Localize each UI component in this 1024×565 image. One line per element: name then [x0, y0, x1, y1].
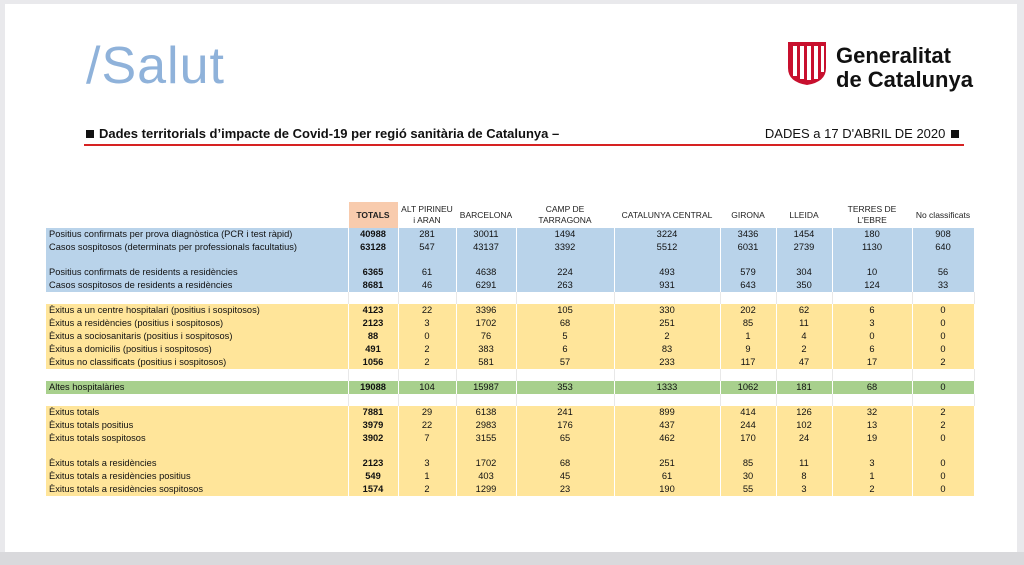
region-value-cell: 30 — [720, 470, 776, 483]
table-row — [46, 356, 974, 369]
spacer-cell — [456, 445, 516, 457]
region-value-cell: 263 — [516, 279, 614, 292]
region-value-cell: 5512 — [614, 241, 720, 254]
spacer-cell — [832, 369, 912, 381]
region-value-cell: 0 — [912, 343, 974, 356]
total-cell: 8681 — [348, 279, 398, 292]
region-value-cell: 68 — [832, 381, 912, 394]
generalitat-logo-icon — [785, 38, 829, 86]
table-row — [46, 419, 974, 432]
data-date: DADES a 17 D'ABRIL DE 2020 — [765, 126, 964, 141]
region-value-cell: 1062 — [720, 381, 776, 394]
region-value-cell: 61 — [614, 470, 720, 483]
spacer-cell — [348, 292, 398, 304]
region-value-cell: 547 — [398, 241, 456, 254]
region-value-cell: 117 — [720, 356, 776, 369]
region-value-cell: 15987 — [456, 381, 516, 394]
total-cell: 2123 — [348, 457, 398, 470]
region-value-cell: 353 — [516, 381, 614, 394]
region-value-cell: 251 — [614, 457, 720, 470]
region-value-cell: 45 — [516, 470, 614, 483]
spacer-cell — [456, 369, 516, 381]
spacer-cell — [912, 254, 974, 266]
region-value-cell: 1702 — [456, 457, 516, 470]
row-label: Positius confirmats de residents a residències — [46, 266, 348, 279]
region-value-cell: 7 — [398, 432, 456, 445]
spacer-cell — [456, 254, 516, 266]
region-value-cell: 3 — [832, 317, 912, 330]
region-value-cell: 62 — [776, 304, 832, 317]
spacer-cell — [776, 369, 832, 381]
row-label: Èxitus a residències (positius i sospitosos) — [46, 317, 348, 330]
table-row — [46, 483, 974, 496]
table-row — [46, 381, 974, 394]
region-value-cell: 29 — [398, 406, 456, 419]
region-value-cell: 241 — [516, 406, 614, 419]
total-cell: 7881 — [348, 406, 398, 419]
region-value-cell: 281 — [398, 228, 456, 241]
spacer-cell — [614, 254, 720, 266]
table-row — [46, 330, 974, 343]
total-cell: 88 — [348, 330, 398, 343]
region-value-cell: 9 — [720, 343, 776, 356]
region-value-cell: 176 — [516, 419, 614, 432]
region-value-cell: 5 — [516, 330, 614, 343]
region-value-cell: 0 — [912, 304, 974, 317]
region-value-cell: 55 — [720, 483, 776, 496]
spacer-cell — [912, 445, 974, 457]
spacer-cell — [46, 292, 348, 304]
spacer-cell — [398, 445, 456, 457]
region-value-cell: 244 — [720, 419, 776, 432]
region-value-cell: 1454 — [776, 228, 832, 241]
spacer-cell — [516, 394, 614, 406]
spacer-cell — [348, 445, 398, 457]
region-value-cell: 85 — [720, 317, 776, 330]
region-value-cell: 180 — [832, 228, 912, 241]
row-label: Èxitus totals a residències positius — [46, 470, 348, 483]
spacer-cell — [398, 254, 456, 266]
row-label: Èxitus totals sospitosos — [46, 432, 348, 445]
region-value-cell: 2 — [912, 356, 974, 369]
region-value-cell: 68 — [516, 457, 614, 470]
spacer-cell — [614, 369, 720, 381]
region-value-cell: 908 — [912, 228, 974, 241]
spacer-cell — [456, 292, 516, 304]
region-value-cell: 124 — [832, 279, 912, 292]
region-value-cell: 640 — [912, 241, 974, 254]
region-value-cell: 43137 — [456, 241, 516, 254]
region-value-cell: 4 — [776, 330, 832, 343]
region-value-cell: 3 — [832, 457, 912, 470]
spacer-cell — [398, 369, 456, 381]
table-row — [46, 406, 974, 419]
column-header: ALT PIRINEU i ARAN — [398, 202, 456, 228]
region-value-cell: 23 — [516, 483, 614, 496]
spacer-cell — [720, 254, 776, 266]
spacer-cell — [348, 369, 398, 381]
table-row — [46, 317, 974, 330]
spacer-cell — [720, 445, 776, 457]
spacer-cell — [832, 254, 912, 266]
region-value-cell: 68 — [516, 317, 614, 330]
spacer-cell — [348, 394, 398, 406]
spacer-cell — [832, 292, 912, 304]
region-value-cell: 61 — [398, 266, 456, 279]
table-row — [46, 304, 974, 317]
region-value-cell: 0 — [912, 457, 974, 470]
region-value-cell: 3436 — [720, 228, 776, 241]
row-label: Altes hospitalàries — [46, 381, 348, 394]
spacer-cell — [614, 445, 720, 457]
region-value-cell: 233 — [614, 356, 720, 369]
row-label: Èxitus no classificats (positius i sospitosos) — [46, 356, 348, 369]
region-value-cell: 437 — [614, 419, 720, 432]
region-value-cell: 10 — [832, 266, 912, 279]
column-header: TOTALS — [348, 202, 398, 228]
total-cell: 491 — [348, 343, 398, 356]
row-label: Èxitus a un centre hospitalari (positius i sospitosos) — [46, 304, 348, 317]
spacer-cell — [348, 254, 398, 266]
bullet-square-icon — [951, 130, 959, 138]
document-title: Dades territorials d’impacte de Covid-19 per regió sanitària de Catalunya – — [84, 126, 559, 141]
region-value-cell: 76 — [456, 330, 516, 343]
region-value-cell: 104 — [398, 381, 456, 394]
spacer-cell — [516, 292, 614, 304]
region-value-cell: 304 — [776, 266, 832, 279]
spacer-cell — [398, 292, 456, 304]
region-value-cell: 22 — [398, 304, 456, 317]
row-label: Èxitus totals a residències sospitosos — [46, 483, 348, 496]
region-value-cell: 1130 — [832, 241, 912, 254]
spacer-row — [46, 254, 974, 266]
region-value-cell: 931 — [614, 279, 720, 292]
region-value-cell: 57 — [516, 356, 614, 369]
region-value-cell: 32 — [832, 406, 912, 419]
total-cell: 1574 — [348, 483, 398, 496]
region-value-cell: 2 — [912, 419, 974, 432]
spacer-cell — [516, 254, 614, 266]
region-value-cell: 17 — [832, 356, 912, 369]
row-label: Casos sospitosos de residents a residències — [46, 279, 348, 292]
spacer-row — [46, 369, 974, 381]
column-header: BARCELONA — [456, 202, 516, 228]
region-value-cell: 13 — [832, 419, 912, 432]
table-row — [46, 266, 974, 279]
spacer-cell — [46, 369, 348, 381]
total-cell: 6365 — [348, 266, 398, 279]
region-value-cell: 224 — [516, 266, 614, 279]
spacer-cell — [720, 369, 776, 381]
column-header: CAMP DE TARRAGONA — [516, 202, 614, 228]
region-value-cell: 0 — [912, 483, 974, 496]
region-value-cell: 1702 — [456, 317, 516, 330]
table-row — [46, 457, 974, 470]
region-value-cell: 30011 — [456, 228, 516, 241]
region-value-cell: 414 — [720, 406, 776, 419]
header-corner — [46, 202, 348, 228]
region-value-cell: 0 — [912, 432, 974, 445]
table-header-row — [46, 202, 974, 228]
title-row — [84, 123, 964, 145]
region-value-cell: 330 — [614, 304, 720, 317]
spacer-row — [46, 394, 974, 406]
region-value-cell: 56 — [912, 266, 974, 279]
spacer-cell — [516, 445, 614, 457]
row-label: Casos sospitosos (determinats per professionals facultatius) — [46, 241, 348, 254]
region-value-cell: 2739 — [776, 241, 832, 254]
spacer-cell — [614, 394, 720, 406]
spacer-cell — [46, 394, 348, 406]
spacer-cell — [776, 445, 832, 457]
region-value-cell: 1 — [398, 470, 456, 483]
region-value-cell: 24 — [776, 432, 832, 445]
data-table — [46, 202, 975, 496]
region-value-cell: 1494 — [516, 228, 614, 241]
region-value-cell: 4638 — [456, 266, 516, 279]
table-row — [46, 343, 974, 356]
region-value-cell: 170 — [720, 432, 776, 445]
spacer-cell — [46, 254, 348, 266]
total-cell: 1056 — [348, 356, 398, 369]
region-value-cell: 11 — [776, 457, 832, 470]
region-value-cell: 202 — [720, 304, 776, 317]
column-header: TERRES DE L'EBRE — [832, 202, 912, 228]
table-row — [46, 228, 974, 241]
bullet-square-icon — [86, 130, 94, 138]
logo-line-2: de Catalunya — [836, 67, 973, 92]
region-value-cell: 6 — [832, 343, 912, 356]
region-value-cell: 3 — [398, 317, 456, 330]
column-header: CATALUNYA CENTRAL — [614, 202, 720, 228]
spacer-cell — [456, 394, 516, 406]
row-label: Èxitus totals positius — [46, 419, 348, 432]
region-value-cell: 493 — [614, 266, 720, 279]
region-value-cell: 6138 — [456, 406, 516, 419]
spacer-cell — [912, 369, 974, 381]
region-value-cell: 1 — [832, 470, 912, 483]
total-cell: 4123 — [348, 304, 398, 317]
row-label: Èxitus a domicilis (positius i sospitosos) — [46, 343, 348, 356]
spacer-row — [46, 292, 974, 304]
region-value-cell: 383 — [456, 343, 516, 356]
table-row — [46, 432, 974, 445]
table-row — [46, 470, 974, 483]
row-label: Èxitus a sociosanitaris (positius i sospitosos) — [46, 330, 348, 343]
row-label: Èxitus totals a residències — [46, 457, 348, 470]
column-header: GIRONA — [720, 202, 776, 228]
region-value-cell: 102 — [776, 419, 832, 432]
spacer-cell — [720, 394, 776, 406]
region-value-cell: 2 — [912, 406, 974, 419]
region-value-cell: 3224 — [614, 228, 720, 241]
total-cell: 19088 — [348, 381, 398, 394]
region-value-cell: 643 — [720, 279, 776, 292]
region-value-cell: 462 — [614, 432, 720, 445]
spacer-cell — [912, 292, 974, 304]
table-row — [46, 279, 974, 292]
region-value-cell: 3 — [398, 457, 456, 470]
region-value-cell: 0 — [912, 330, 974, 343]
region-value-cell: 3392 — [516, 241, 614, 254]
region-value-cell: 403 — [456, 470, 516, 483]
region-value-cell: 0 — [912, 317, 974, 330]
region-value-cell: 6 — [832, 304, 912, 317]
title-underline — [84, 144, 964, 146]
region-value-cell: 190 — [614, 483, 720, 496]
region-value-cell: 105 — [516, 304, 614, 317]
region-value-cell: 6 — [516, 343, 614, 356]
spacer-cell — [46, 445, 348, 457]
region-value-cell: 6031 — [720, 241, 776, 254]
region-value-cell: 2 — [398, 356, 456, 369]
row-label: Positius confirmats per prova diagnòstica (PCR i test ràpid) — [46, 228, 348, 241]
spacer-cell — [832, 394, 912, 406]
total-cell: 40988 — [348, 228, 398, 241]
region-value-cell: 65 — [516, 432, 614, 445]
region-value-cell: 126 — [776, 406, 832, 419]
region-value-cell: 1333 — [614, 381, 720, 394]
region-value-cell: 8 — [776, 470, 832, 483]
spacer-cell — [398, 394, 456, 406]
region-value-cell: 3155 — [456, 432, 516, 445]
column-header: LLEIDA — [776, 202, 832, 228]
region-value-cell: 2 — [398, 343, 456, 356]
spacer-cell — [776, 292, 832, 304]
region-value-cell: 251 — [614, 317, 720, 330]
region-value-cell: 85 — [720, 457, 776, 470]
total-cell: 3979 — [348, 419, 398, 432]
column-header: No classificats — [912, 202, 974, 228]
region-value-cell: 2 — [776, 343, 832, 356]
total-cell: 3902 — [348, 432, 398, 445]
region-value-cell: 899 — [614, 406, 720, 419]
region-value-cell: 6291 — [456, 279, 516, 292]
region-value-cell: 181 — [776, 381, 832, 394]
region-value-cell: 0 — [398, 330, 456, 343]
region-value-cell: 3396 — [456, 304, 516, 317]
region-value-cell: 83 — [614, 343, 720, 356]
region-value-cell: 46 — [398, 279, 456, 292]
region-value-cell: 1 — [720, 330, 776, 343]
region-value-cell: 0 — [832, 330, 912, 343]
spacer-cell — [720, 292, 776, 304]
row-label: Èxitus totals — [46, 406, 348, 419]
region-value-cell: 19 — [832, 432, 912, 445]
salut-brand: /Salut — [86, 37, 225, 95]
logo-line-1: Generalitat — [836, 43, 951, 68]
region-value-cell: 0 — [912, 470, 974, 483]
total-cell: 63128 — [348, 241, 398, 254]
region-value-cell: 33 — [912, 279, 974, 292]
region-value-cell: 1299 — [456, 483, 516, 496]
total-cell: 2123 — [348, 317, 398, 330]
generalitat-logo-text — [836, 44, 973, 92]
region-value-cell: 22 — [398, 419, 456, 432]
bottom-edge — [0, 552, 1024, 565]
table-row — [46, 241, 974, 254]
spacer-row — [46, 445, 974, 457]
region-value-cell: 2 — [398, 483, 456, 496]
region-value-cell: 0 — [912, 381, 974, 394]
region-value-cell: 350 — [776, 279, 832, 292]
region-value-cell: 11 — [776, 317, 832, 330]
region-value-cell: 2 — [832, 483, 912, 496]
region-value-cell: 2 — [614, 330, 720, 343]
spacer-cell — [912, 394, 974, 406]
spacer-cell — [832, 445, 912, 457]
region-value-cell: 2983 — [456, 419, 516, 432]
region-value-cell: 581 — [456, 356, 516, 369]
spacer-cell — [516, 369, 614, 381]
spacer-cell — [776, 254, 832, 266]
region-value-cell: 47 — [776, 356, 832, 369]
region-value-cell: 579 — [720, 266, 776, 279]
region-value-cell: 3 — [776, 483, 832, 496]
total-cell: 549 — [348, 470, 398, 483]
spacer-cell — [614, 292, 720, 304]
spacer-cell — [776, 394, 832, 406]
